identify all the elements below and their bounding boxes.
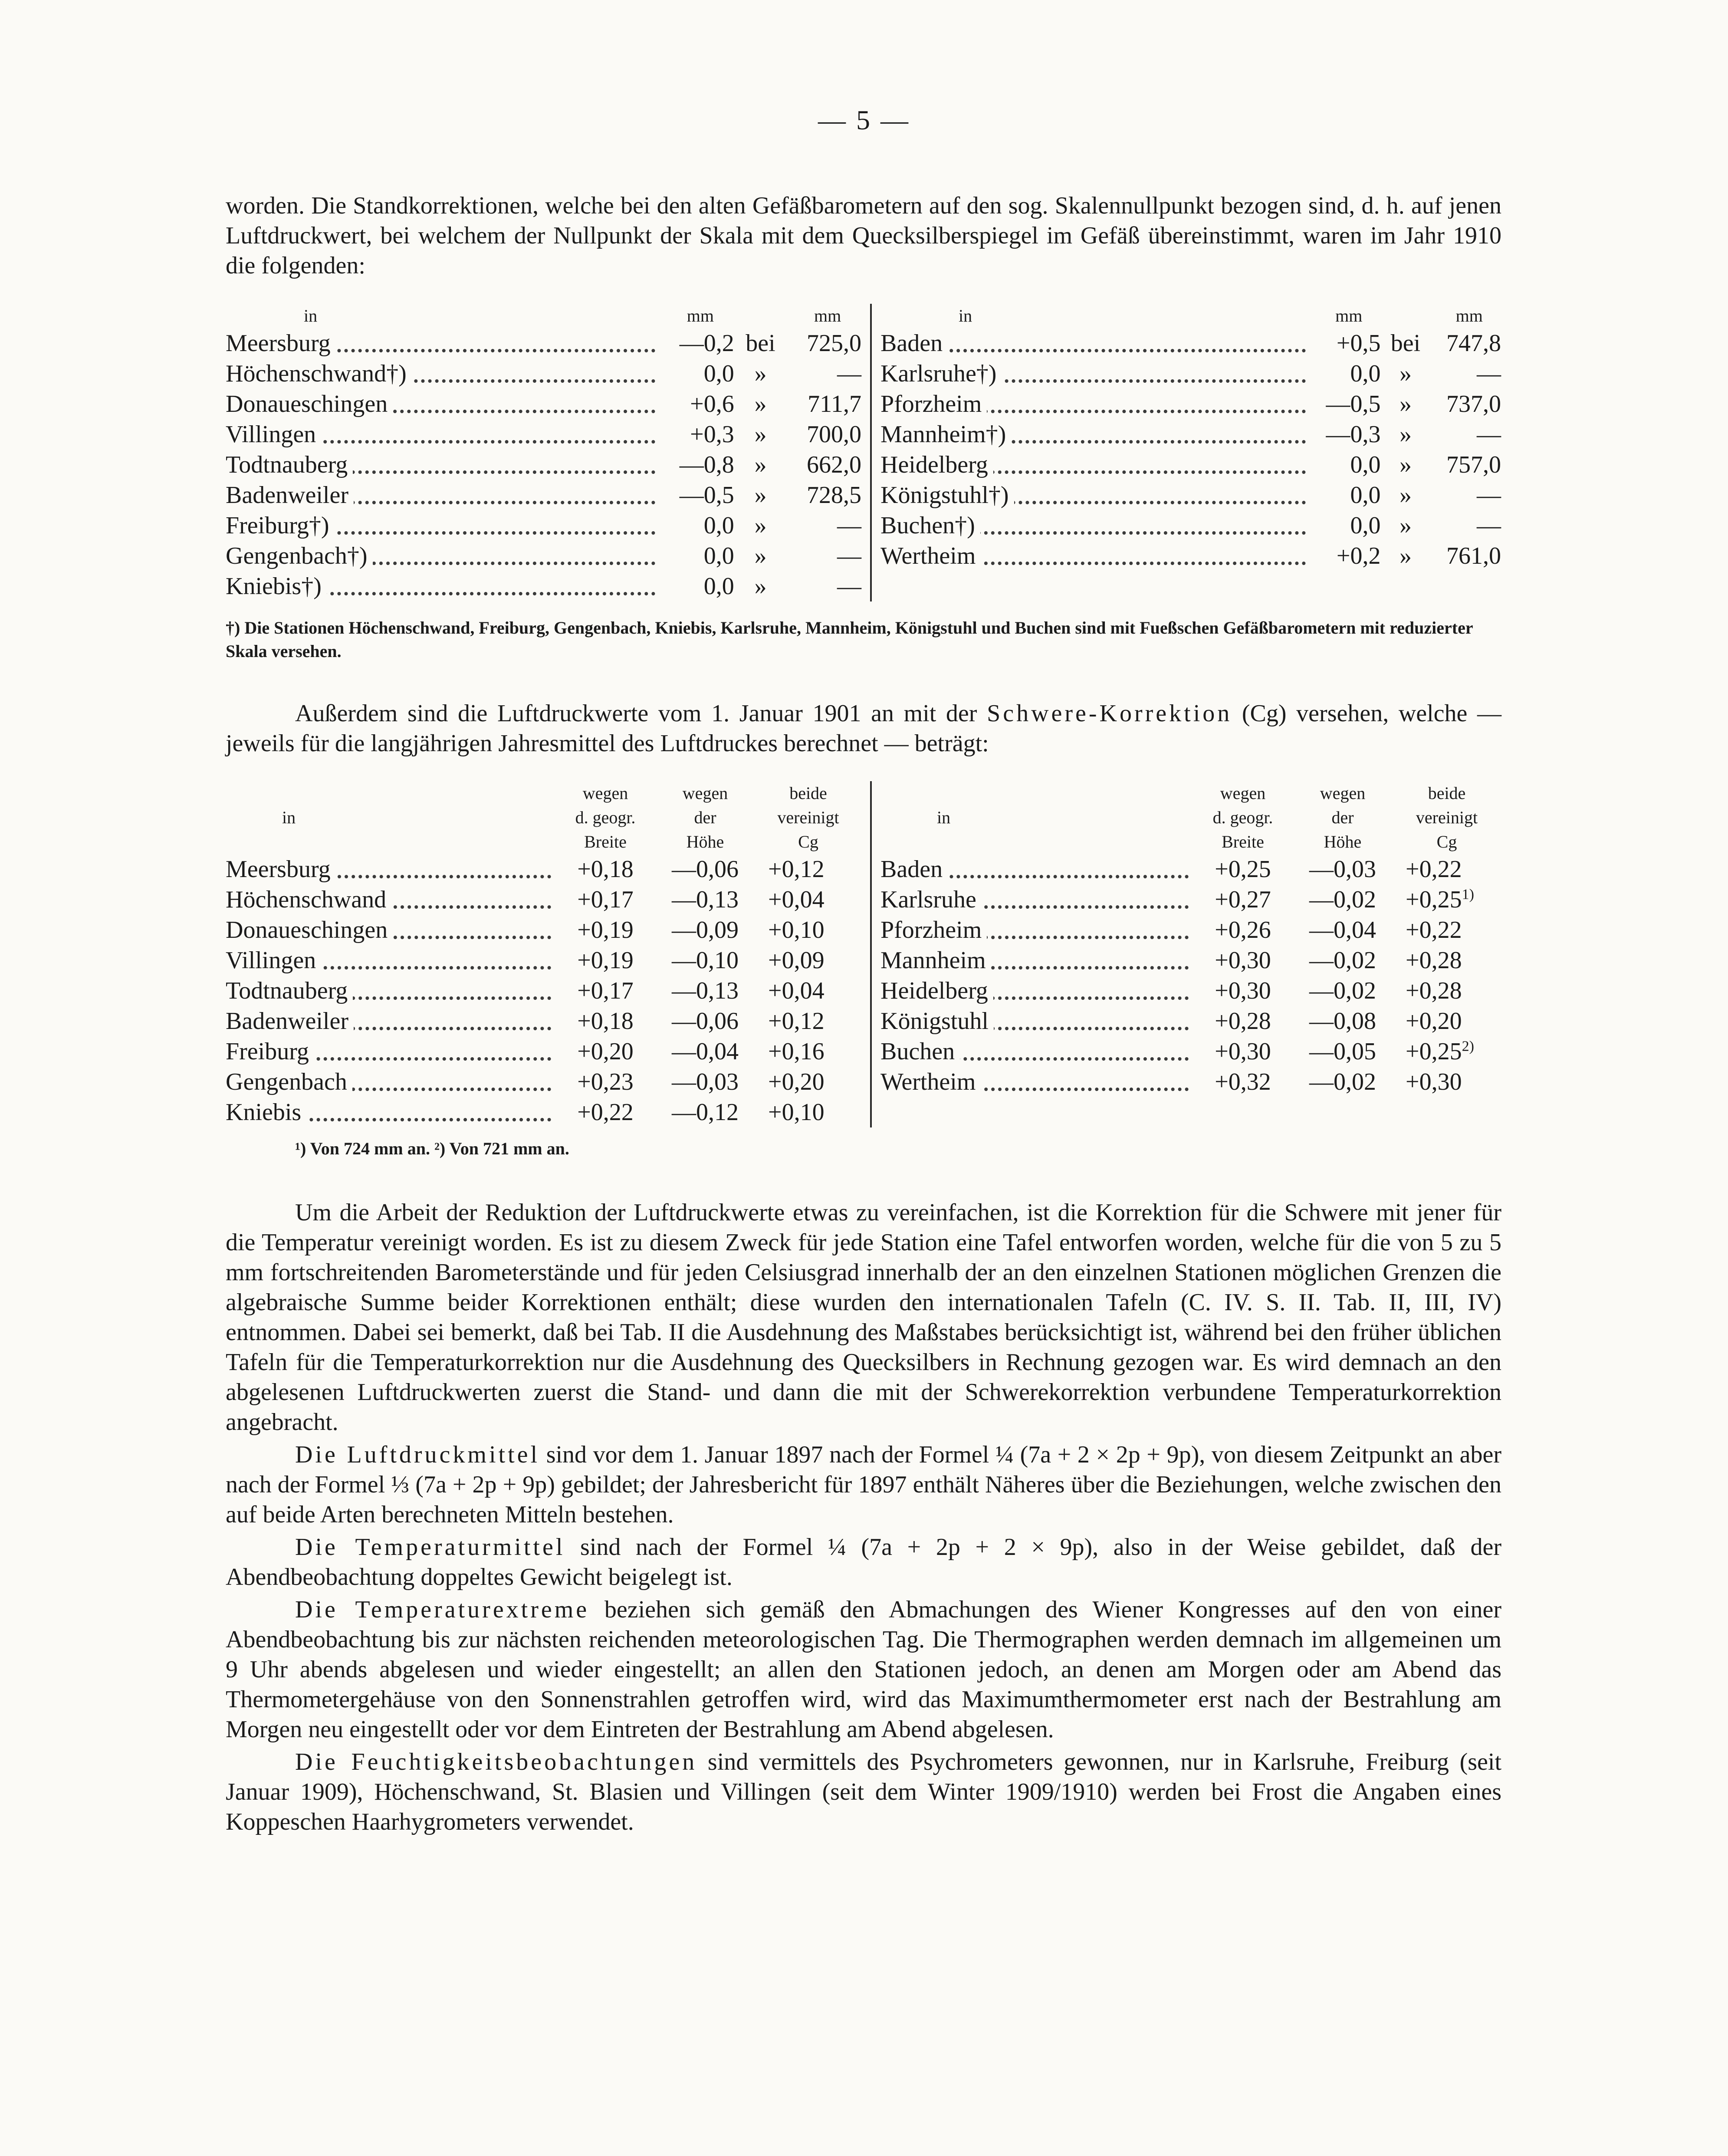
- pressure-value: 747,8: [1446, 330, 1501, 357]
- breite-value: +0,19: [577, 947, 634, 974]
- cg-value: +0,10: [768, 917, 825, 943]
- station-name-cell: [226, 1097, 555, 1127]
- col-in: in: [937, 808, 951, 827]
- hoehe-value: —0,13: [672, 977, 739, 1004]
- standkorrektion-footnote: †) Die Stationen Höchenschwand, Freiburg, Gengenbach, Kniebis, Karlsruhe, Mannheim, Königstuhl und Buchen sind mit Fueßschen Gefäßbarometern mit reduzierter Skala versehen.: [226, 618, 1473, 661]
- station-name: Todtnauberg: [226, 451, 353, 478]
- paragraph-temperaturextreme: [226, 1595, 1501, 1745]
- breite-value: +0,23: [577, 1068, 634, 1095]
- hoehe-value: —0,02: [1309, 1068, 1376, 1095]
- separator: bei: [1390, 330, 1421, 357]
- station-name: Kniebis†): [226, 573, 327, 600]
- pressure-value: —: [1477, 421, 1501, 448]
- separator: bei: [746, 330, 775, 357]
- col-unit-mm: mm: [1335, 306, 1363, 325]
- hoehe-value: —0,03: [672, 1068, 739, 1095]
- separator: »: [754, 573, 767, 600]
- correction-value: —0,5: [1326, 391, 1381, 417]
- station-name: Freiburg†): [226, 512, 335, 539]
- pressure-value: 700,0: [807, 421, 861, 448]
- breite-value: +0,17: [577, 886, 634, 913]
- schwere-right: [872, 781, 1501, 1127]
- station-name-cell: [880, 1067, 1193, 1097]
- col-unit-mm: mm: [687, 306, 714, 325]
- separator: »: [1399, 360, 1412, 387]
- correction-value: 0,0: [1350, 451, 1381, 478]
- station-name-cell: [880, 480, 1310, 510]
- col-breite-3: Breite: [1222, 832, 1264, 851]
- station-name: Karlsruhe†): [880, 360, 1002, 387]
- pressure-value: 761,0: [1446, 542, 1501, 569]
- station-name-cell: [880, 884, 1193, 915]
- table-row: [880, 1006, 1501, 1036]
- separator: »: [1399, 391, 1412, 417]
- hoehe-value: —0,02: [1309, 947, 1376, 974]
- col-breite-2: d. geogr.: [575, 808, 636, 827]
- hoehe-value: —0,02: [1309, 977, 1376, 1004]
- table-row: [226, 945, 861, 976]
- station-name-cell: [880, 328, 1310, 358]
- station-name-cell: [226, 915, 555, 945]
- term-feuchtigkeit: Die Feuchtigkeitsbeobachtungen: [295, 1748, 697, 1775]
- col-cg-2: vereinigt: [777, 808, 839, 827]
- station-name-cell: [880, 1036, 1193, 1067]
- pressure-value: 711,7: [808, 391, 861, 417]
- table-row: [880, 915, 1501, 945]
- table-row: [880, 450, 1501, 480]
- hoehe-value: —0,13: [672, 886, 739, 913]
- pressure-value: —: [837, 512, 861, 539]
- station-name-cell: [880, 541, 1310, 571]
- pressure-value: 728,5: [807, 482, 861, 509]
- gravity-text-before: Außerdem sind die Luftdruckwerte vom 1. Januar 1901 an mit der: [295, 700, 977, 727]
- separator: »: [754, 451, 767, 478]
- station-name: Meersburg: [226, 856, 336, 883]
- station-name: Königstuhl: [880, 1008, 994, 1035]
- table-row: [226, 419, 861, 450]
- station-name-cell: [226, 389, 660, 419]
- pressure-value: 757,0: [1446, 451, 1501, 478]
- station-name: Königstuhl†): [880, 482, 1014, 509]
- station-name: Meersburg: [226, 330, 336, 357]
- hoehe-value: —0,04: [1309, 917, 1376, 943]
- separator: »: [1399, 542, 1412, 569]
- breite-value: +0,30: [1215, 947, 1271, 974]
- table-row: [880, 419, 1501, 450]
- table-row: [880, 854, 1501, 884]
- col-breite-1: wegen: [1220, 783, 1266, 803]
- pressure-value: —: [1477, 360, 1501, 387]
- separator: »: [754, 542, 767, 569]
- pressure-value: —: [1477, 512, 1501, 539]
- footnote-ref: 2): [1462, 1038, 1474, 1055]
- col-in: in: [959, 306, 972, 325]
- pressure-value: —: [837, 542, 861, 569]
- cg-value: +0,12: [768, 856, 825, 883]
- breite-value: +0,18: [577, 1008, 634, 1035]
- hoehe-value: —0,02: [1309, 886, 1376, 913]
- correction-value: 0,0: [703, 360, 734, 387]
- station-name: Buchen†): [880, 512, 980, 539]
- station-name-cell: [226, 450, 660, 480]
- table-row: [880, 328, 1501, 358]
- breite-value: +0,27: [1215, 886, 1271, 913]
- correction-value: 0,0: [1350, 512, 1381, 539]
- col-hoehe-3: Höhe: [686, 832, 724, 851]
- hoehe-value: —0,06: [672, 856, 739, 883]
- station-name: Mannheim†): [880, 421, 1011, 448]
- cg-cell: [1393, 1067, 1501, 1097]
- pressure-value: —: [837, 573, 861, 600]
- term-temperaturextreme: Die Temperaturextreme: [295, 1596, 590, 1623]
- col-breite-1: wegen: [582, 783, 628, 803]
- station-name-cell: [226, 945, 555, 976]
- station-name-cell: [226, 976, 555, 1006]
- cg-cell: [1393, 945, 1501, 976]
- station-name: Wertheim: [880, 542, 981, 569]
- station-name-cell: [880, 358, 1310, 389]
- separator: »: [754, 512, 767, 539]
- station-name-cell: [226, 884, 555, 915]
- table-row: [226, 1067, 861, 1097]
- table-row: [880, 1067, 1501, 1097]
- table-row: [880, 541, 1501, 571]
- station-name: Heidelberg: [880, 451, 993, 478]
- hoehe-value: —0,05: [1309, 1038, 1376, 1065]
- station-name: Karlsruhe: [880, 886, 982, 913]
- correction-value: +0,3: [690, 421, 734, 448]
- table-row: [226, 1006, 861, 1036]
- col-cg-2: vereinigt: [1416, 808, 1478, 827]
- breite-value: +0,17: [577, 977, 634, 1004]
- table-row: [226, 1036, 861, 1067]
- station-name-cell: [226, 1036, 555, 1067]
- correction-value: —0,5: [679, 482, 734, 509]
- breite-value: +0,20: [577, 1038, 634, 1065]
- paragraph-reduktion: Um die Arbeit der Reduktion der Luftdruckwerte etwas zu vereinfachen, ist die Korrektion für die Schwere mit jener für die Temperatur vereinigt worden. Es ist zu diesem Zweck für jede Station eine Tafel entworfen worden, welche für die von 5 zu 5 mm fortschreitenden Barometerstände und für jeden Celsiusgrad innerhalb der an den einzelnen Stationen möglichen Grenzen die algebraische Summe beider Korrektionen enthält; diese wurden den internationalen Tafeln (C. IV. S. II. Tab. II, III, IV) entnommen. Dabei sei bemerkt, daß bei Tab. II die Ausdehnung des Maßstabes berücksichtigt ist, während bei den früher üblichen Tafeln für die Temperaturkorrektion nur die Ausdehnung des Quecksilbers in Rechnung gezogen war. Es wird demnach an den abgelesenen Luftdruckwerten zuerst die Stand- und dann die mit der Schwerekorrektion verbundene Temperaturkorrektion angebracht.: [226, 1199, 1501, 1436]
- station-name-cell: [880, 915, 1193, 945]
- separator: »: [1399, 451, 1412, 478]
- col-hoehe-1: wegen: [682, 783, 728, 803]
- cg-cell: [755, 976, 861, 1006]
- cg-cell: [755, 945, 861, 976]
- hoehe-value: —0,04: [672, 1038, 739, 1065]
- pressure-value: 662,0: [807, 451, 861, 478]
- standkorrektion-table: [226, 304, 1501, 601]
- gravity-text-after: (Cg) versehen, welche — jeweils für die langjährigen Jahresmittel des Luftdruckes berechnet — beträgt:: [226, 700, 1502, 757]
- table-row: [226, 358, 861, 389]
- pressure-value: 725,0: [807, 330, 861, 357]
- station-name-cell: [880, 419, 1310, 450]
- cg-value: +0,12: [768, 1008, 825, 1035]
- col-hoehe-1: wegen: [1320, 783, 1366, 803]
- table-row: [226, 884, 861, 915]
- breite-value: +0,22: [577, 1099, 634, 1126]
- station-name: Höchenschwand: [226, 886, 391, 913]
- cg-value: +0,25: [1406, 1038, 1462, 1065]
- cg-cell: [1393, 884, 1501, 915]
- separator: »: [1399, 512, 1412, 539]
- cg-value: +0,20: [768, 1068, 825, 1095]
- station-name: Villingen: [226, 421, 321, 448]
- correction-value: 0,0: [1350, 360, 1381, 387]
- schwere-left: [226, 781, 872, 1127]
- paragraph-feuchtigkeit: [226, 1747, 1501, 1837]
- cg-value: +0,25: [1406, 886, 1462, 913]
- gravity-paragraph: [226, 699, 1501, 759]
- station-name: Gengenbach: [226, 1068, 352, 1095]
- table-row: [226, 915, 861, 945]
- station-name: Villingen: [226, 947, 321, 974]
- cg-cell: [1393, 1006, 1501, 1036]
- station-name-cell: [226, 541, 660, 571]
- cg-value: +0,20: [1406, 1008, 1462, 1035]
- separator: »: [754, 391, 767, 417]
- table-row: [880, 945, 1501, 976]
- station-name-cell: [226, 358, 660, 389]
- station-name-cell: [226, 571, 660, 601]
- table-row: [880, 480, 1501, 510]
- cg-cell: [755, 1006, 861, 1036]
- station-name-cell: [880, 945, 1193, 976]
- col-hoehe-2: der: [694, 808, 716, 827]
- breite-value: +0,25: [1215, 856, 1271, 883]
- table-row: [880, 976, 1501, 1006]
- paragraph-temperaturmittel: [226, 1532, 1501, 1592]
- correction-value: 0,0: [703, 542, 734, 569]
- hoehe-value: —0,06: [672, 1008, 739, 1035]
- term-luftdruckmittel: Die Luftdruckmittel: [295, 1441, 540, 1468]
- table-row: [226, 480, 861, 510]
- cg-cell: [1393, 915, 1501, 945]
- term-temperaturmittel: Die Temperaturmittel: [295, 1534, 565, 1561]
- station-name-cell: [880, 1006, 1193, 1036]
- cg-value: +0,04: [768, 977, 825, 1004]
- schwere-table: [226, 781, 1501, 1127]
- standkorrektion-left: [226, 304, 872, 601]
- cg-cell: [755, 1097, 861, 1127]
- col-cg-3: Cg: [798, 832, 818, 851]
- col-unit-mm: mm: [1455, 306, 1483, 325]
- cg-value: +0,09: [768, 947, 825, 974]
- hoehe-value: —0,12: [672, 1099, 739, 1126]
- cg-cell: [755, 1036, 861, 1067]
- col-hoehe-2: der: [1331, 808, 1354, 827]
- col-in: in: [282, 808, 296, 827]
- table-row: [880, 358, 1501, 389]
- station-name: Wertheim: [880, 1068, 981, 1095]
- cg-value: +0,22: [1406, 856, 1462, 883]
- schwere-footnote: ¹) Von 724 mm an. ²) Von 721 mm an.: [295, 1139, 569, 1158]
- station-name-cell: [226, 854, 555, 884]
- table-row: [226, 510, 861, 541]
- hoehe-value: —0,03: [1309, 856, 1376, 883]
- table-row: [226, 854, 861, 884]
- col-unit-mm: mm: [814, 306, 841, 325]
- correction-value: —0,2: [679, 330, 734, 357]
- standkorrektion-right: [872, 304, 1501, 601]
- station-name: Baden: [880, 330, 948, 357]
- col-cg-1: beide: [1428, 783, 1466, 803]
- table-row: [226, 450, 861, 480]
- text-temperaturextreme: beziehen sich gemäß den Abmachungen des Wiener Kongresses auf den von einer Abendbeobachtung bis zur nächsten reichenden meteorologischen Tag. Die Thermographen werden demnach im allgemeinen um 9 Uhr abends abgelesen und wieder eingestellt; an allen den Stationen jedoch, an denen am Morgen oder am Abend das Thermometergehäuse von den Sonnenstrahlen getroffen wird, wird das Maximumthermometer erst nach der Bestrahlung am Morgen neu eingestellt oder vor dem Eintreten der Bestrahlung am Abend abgelesen.: [226, 1596, 1501, 1743]
- correction-value: 0,0: [1350, 482, 1381, 509]
- col-in: in: [304, 306, 318, 325]
- station-name: Buchen: [880, 1038, 960, 1065]
- body-paragraphs: [226, 1198, 1501, 1837]
- col-breite-2: d. geogr.: [1212, 808, 1273, 827]
- col-cg-1: beide: [789, 783, 827, 803]
- hoehe-value: —0,08: [1309, 1008, 1376, 1035]
- table-row: [880, 389, 1501, 419]
- station-name: Todtnauberg: [226, 977, 353, 1004]
- cg-value: +0,22: [1406, 917, 1462, 943]
- correction-value: 0,0: [703, 573, 734, 600]
- station-name-cell: [880, 854, 1193, 884]
- station-name-cell: [226, 1067, 555, 1097]
- paragraph-luftdruckmittel: [226, 1440, 1501, 1530]
- table-row: [880, 1036, 1501, 1067]
- cg-cell: [1393, 1036, 1501, 1067]
- separator: »: [754, 360, 767, 387]
- pressure-value: 737,0: [1446, 391, 1501, 417]
- col-hoehe-3: Höhe: [1324, 832, 1362, 851]
- table-row: [880, 884, 1501, 915]
- cg-value: +0,28: [1406, 947, 1462, 974]
- station-name-cell: [880, 389, 1310, 419]
- intro-paragraph: [226, 191, 1501, 281]
- station-name: Pforzheim: [880, 391, 987, 417]
- table-row: [226, 571, 861, 601]
- table-row: [226, 328, 861, 358]
- cg-value: +0,30: [1406, 1068, 1462, 1095]
- separator: »: [754, 421, 767, 448]
- station-name-cell: [226, 419, 660, 450]
- pressure-value: —: [1477, 482, 1501, 509]
- station-name: Donaueschingen: [226, 391, 393, 417]
- breite-value: +0,30: [1215, 1038, 1271, 1065]
- station-name: Höchenschwand†): [226, 360, 412, 387]
- table-row: [226, 541, 861, 571]
- breite-value: +0,30: [1215, 977, 1271, 1004]
- station-name: Mannheim: [880, 947, 991, 974]
- station-name-cell: [226, 480, 660, 510]
- separator: »: [754, 482, 767, 509]
- correction-value: +0,2: [1336, 542, 1381, 569]
- footnote-ref: 1): [1462, 886, 1474, 903]
- cg-cell: [755, 854, 861, 884]
- station-name: Freiburg: [226, 1038, 314, 1065]
- page-number: — 5 —: [818, 105, 910, 135]
- breite-value: +0,18: [577, 856, 634, 883]
- station-name: Kniebis: [226, 1099, 306, 1126]
- text-temperaturmittel: sind nach der Formel ¼ (7a + 2p + 2 × 9p), also in der Weise gebildet, daß der Abendbeobachtung doppeltes Gewicht beigelegt ist.: [226, 1534, 1502, 1591]
- station-name-cell: [226, 328, 660, 358]
- table-row: [226, 1097, 861, 1127]
- table-row: [226, 976, 861, 1006]
- station-name-cell: [880, 976, 1193, 1006]
- station-name: Donaueschingen: [226, 917, 393, 943]
- cg-cell: [1393, 976, 1501, 1006]
- breite-value: +0,26: [1215, 917, 1271, 943]
- cg-cell: [755, 1067, 861, 1097]
- station-name: Badenweiler: [226, 1008, 354, 1035]
- cg-value: +0,10: [768, 1099, 825, 1126]
- text-luftdruckmittel: sind vor dem 1. Januar 1897 nach der Formel ¼ (7a + 2 × 2p + 9p), von diesem Zeitpunkt an aber nach der Formel ⅓ (7a + 2p + 9p) gebildet; der Jahresbericht für 1897 enthält Näheres über die Beziehungen, welche zwischen den auf beide Arten berechneten Mitteln bestehen.: [226, 1441, 1502, 1528]
- col-breite-3: Breite: [584, 832, 627, 851]
- station-name: Badenweiler: [226, 482, 354, 509]
- correction-value: +0,6: [690, 391, 734, 417]
- station-name: Pforzheim: [880, 917, 987, 943]
- station-name: Baden: [880, 856, 948, 883]
- gravity-term: Schwere-Korrektion: [987, 700, 1232, 727]
- station-name: Heidelberg: [880, 977, 993, 1004]
- cg-value: +0,28: [1406, 977, 1462, 1004]
- table-row: [226, 389, 861, 419]
- cg-cell: [1393, 854, 1501, 884]
- cg-cell: [755, 915, 861, 945]
- breite-value: +0,28: [1215, 1008, 1271, 1035]
- correction-value: —0,3: [1326, 421, 1381, 448]
- breite-value: +0,19: [577, 917, 634, 943]
- text-feuchtigkeit: sind vermittels des Psychrometers gewonnen, nur in Karlsruhe, Freiburg (seit Januar 1909), Höchenschwand, St. Blasien und Villingen (seit dem Winter 1909/1910) werden bei Frost die Angaben eines Koppeschen Haarhygrometers verwendet.: [226, 1748, 1502, 1835]
- cg-cell: [755, 884, 861, 915]
- hoehe-value: —0,10: [672, 947, 739, 974]
- correction-value: —0,8: [679, 451, 734, 478]
- correction-value: 0,0: [703, 512, 734, 539]
- station-name-cell: [226, 510, 660, 541]
- table-row: [880, 510, 1501, 541]
- station-name-cell: [880, 510, 1310, 541]
- col-cg-3: Cg: [1436, 832, 1457, 851]
- separator: »: [1399, 482, 1412, 509]
- station-name: Gengenbach†): [226, 542, 373, 569]
- cg-value: +0,04: [768, 886, 825, 913]
- station-name-cell: [880, 450, 1310, 480]
- hoehe-value: —0,09: [672, 917, 739, 943]
- separator: »: [1399, 421, 1412, 448]
- breite-value: +0,32: [1215, 1068, 1271, 1095]
- pressure-value: —: [837, 360, 861, 387]
- intro-text: worden. Die Standkorrektionen, welche bei den alten Gefäßbarometern auf den sog. Skalennullpunkt bezogen sind, d. h. auf jenen Luftdruckwert, bei welchem der Nullpunkt der Skala mit dem Quecksilberspiegel im Gefäß übereinstimmt, waren im Jahr 1910 die folgenden:: [226, 192, 1501, 279]
- station-name-cell: [226, 1006, 555, 1036]
- correction-value: +0,5: [1336, 330, 1381, 357]
- cg-value: +0,16: [768, 1038, 825, 1065]
